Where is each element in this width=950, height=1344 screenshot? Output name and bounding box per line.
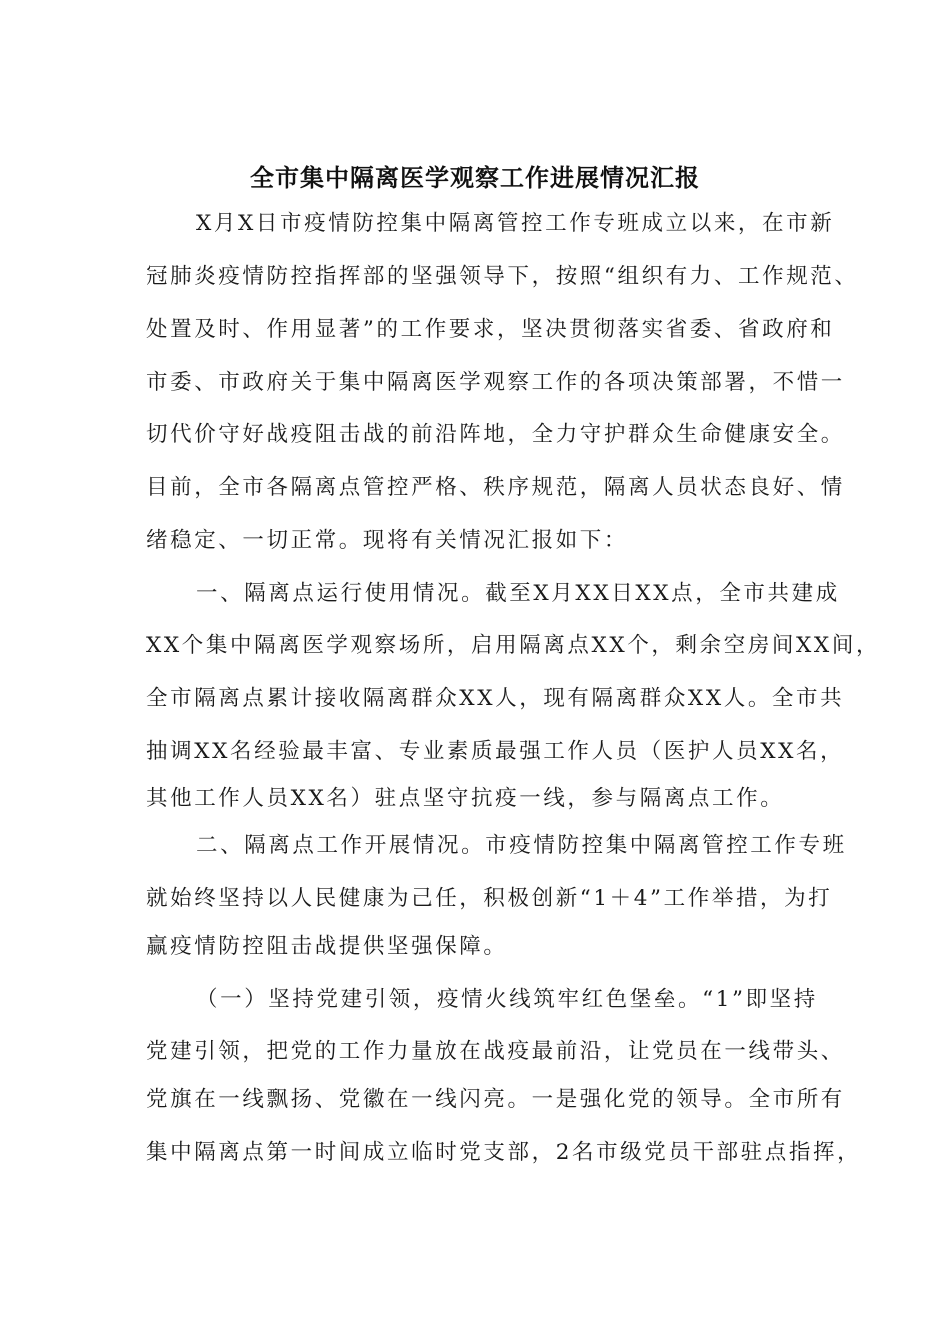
paragraph-line: 一、隔离点运行使用情况。截至X月XX日XX点，全市共建成 <box>196 581 840 606</box>
paragraph-line: 集中隔离点第一时间成立临时党支部，2名市级党员干部驻点指挥， <box>146 1140 862 1165</box>
paragraph-line: 处置及时、作用显著”的工作要求，坚决贯彻落实省委、省政府和 <box>146 317 835 342</box>
document-title: 全市集中隔离医学观察工作进展情况汇报 <box>250 164 700 192</box>
paragraph-line: 党建引领，把党的工作力量放在战疫最前沿，让党员在一线带头、 <box>146 1039 845 1064</box>
paragraph-line: 绪稳定、一切正常。现将有关情况汇报如下： <box>146 528 629 553</box>
paragraph-line: 二、隔离点工作开展情况。市疫情防控集中隔离管控工作专班 <box>196 833 847 858</box>
paragraph-line: 冠肺炎疫情防控指挥部的坚强领导下，按照“组织有力、工作规范、 <box>146 264 859 289</box>
paragraph-line: 赢疫情防控阻击战提供坚强保障。 <box>146 934 508 959</box>
paragraph-line: 党旗在一线飘扬、党徽在一线闪亮。一是强化党的领导。全市所有 <box>146 1087 845 1112</box>
paragraph-line: 目前，全市各隔离点管控严格、秩序规范，隔离人员状态良好、情 <box>146 475 845 500</box>
paragraph-line: 切代价守好战疫阻击战的前沿阵地，全力守护群众生命健康安全。 <box>146 422 845 447</box>
paragraph-line: 其他工作人员XX名）驻点坚守抗疫一线，参与隔离点工作。 <box>146 786 785 811</box>
paragraph-line: 就始终坚持以人民健康为己任，积极创新“1＋4”工作举措，为打 <box>146 886 833 911</box>
paragraph-line: XX个集中隔离医学观察场所，启用隔离点XX个，剩余空房间XX间， <box>146 633 881 658</box>
paragraph-line: 抽调XX名经验最丰富、专业素质最强工作人员（医护人员XX名， <box>146 739 845 764</box>
paragraph-line: （一）坚持党建引领，疫情火线筑牢红色堡垒。“1”即坚持 <box>196 987 818 1012</box>
paragraph-line: X月X日市疫情防控集中隔离管控工作专班成立以来，在市新 <box>196 211 835 236</box>
paragraph-line: 市委、市政府关于集中隔离医学观察工作的各项决策部署，不惜一 <box>146 370 845 395</box>
paragraph-line: 全市隔离点累计接收隔离群众XX人，现有隔离群众XX人。全市共 <box>146 686 845 711</box>
